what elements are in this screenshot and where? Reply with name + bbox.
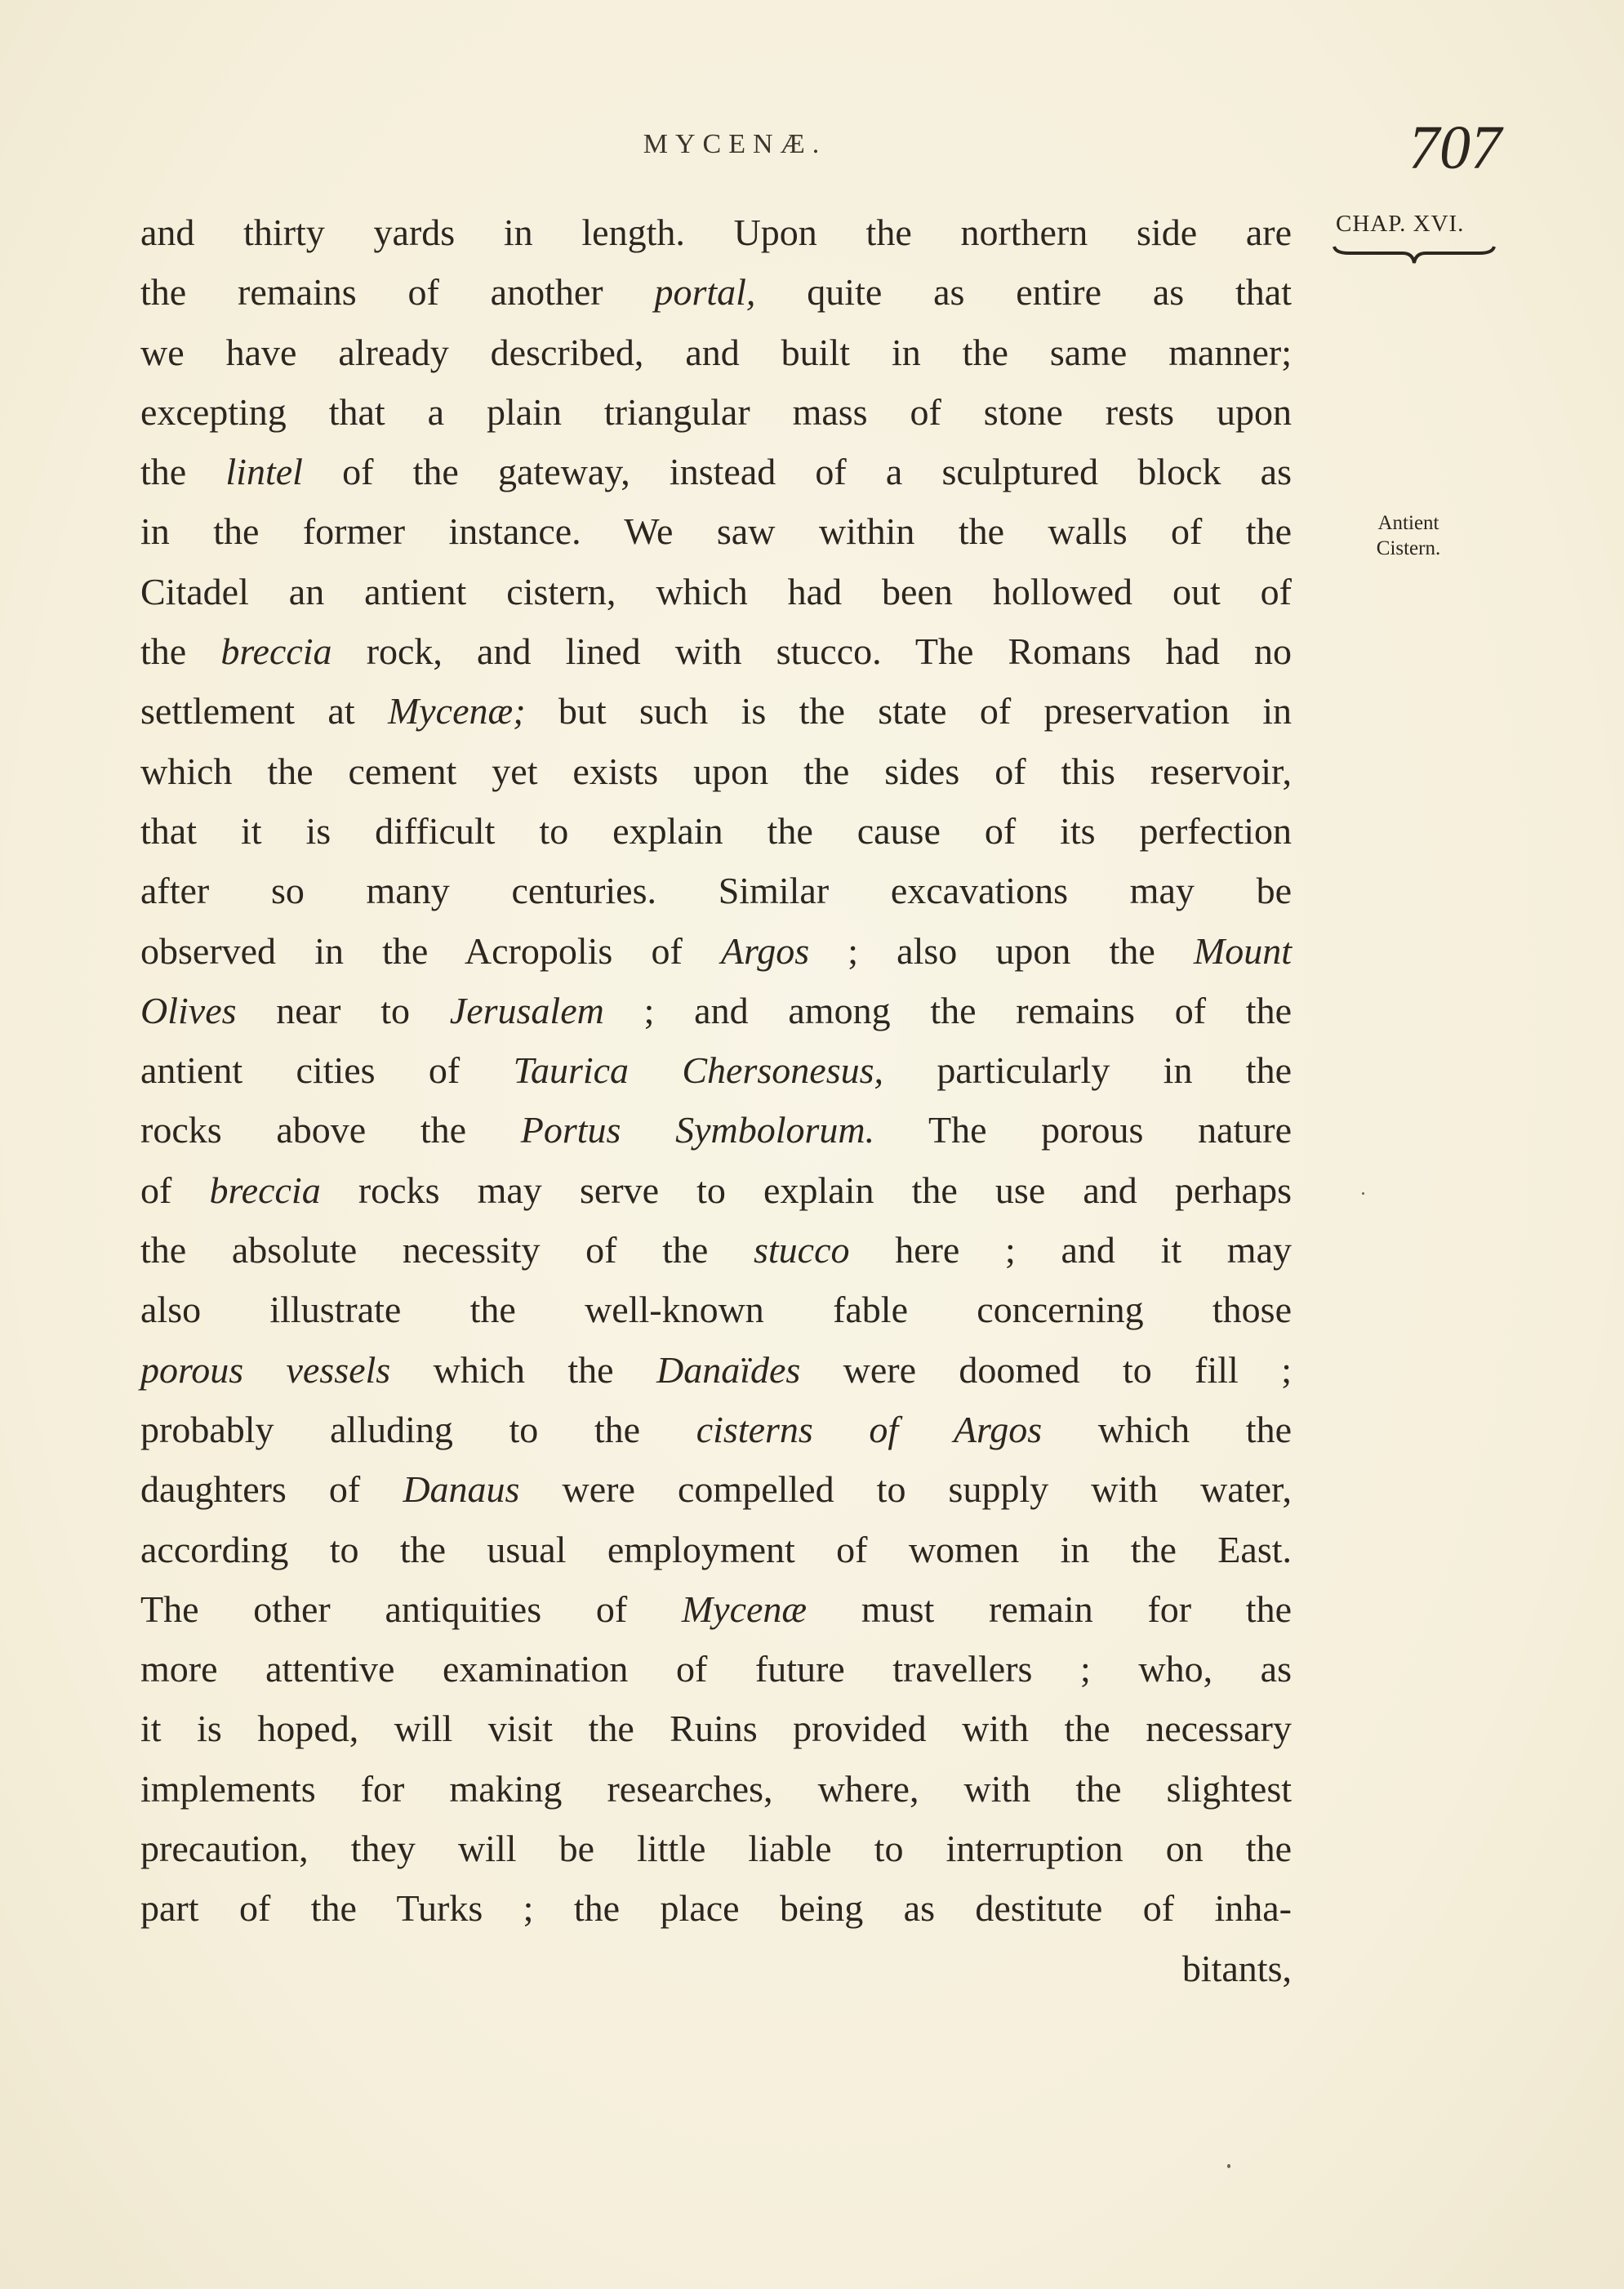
text-run: we have already described, and built in the same manner; [140,331,1292,373]
text-run: but such is the state of preservation in [525,690,1292,733]
text-run: it is hoped, will visit the Ruins provided with the necessary [140,1708,1292,1750]
text-run: part of the Turks ; the place being as destitute of inha- [140,1887,1292,1930]
text-line [140,861,1292,920]
text-line [140,501,1292,561]
text-line [140,442,1292,501]
text-line [140,562,1292,621]
text-line [140,1878,1292,1938]
text-run: after so many centuries. Similar excavations may be [140,870,1292,912]
text-line [140,262,1292,322]
text-run: bitants, [1181,1947,1292,1989]
text-run: antient cities of [140,1049,514,1092]
italic-text-run: Olives [140,989,237,1031]
italic-text-run: Jerusalem [449,989,604,1031]
text-line [140,1819,1292,1878]
text-line [140,741,1292,801]
italic-text-run: Mycenæ; [387,690,526,733]
text-run: the [140,630,221,673]
text-line [140,1280,1292,1339]
text-run: which the cement yet exists upon the sides of this reservoir, [140,750,1292,792]
text-run: The porous nature [874,1109,1292,1151]
brace-icon [1333,243,1496,271]
text-run: The other antiquities of [140,1588,682,1630]
text-run: settlement at [140,690,388,733]
text-line [140,1699,1292,1758]
text-run: that it is difficult to explain the cause of its perfection [140,809,1292,852]
text-line [140,203,1292,262]
italic-text-run: stucco [754,1229,850,1271]
text-run: which the [390,1348,656,1391]
text-run: observed in the Acropolis of [140,929,721,972]
text-line [140,1160,1292,1220]
italic-text-run: portal, [654,271,756,314]
text-run: implements for making researches, where, with the slightest [140,1767,1292,1810]
text-line [140,1040,1292,1100]
text-run: rocks above the [140,1109,521,1151]
topic-sidenote-line: Antient [1377,512,1439,534]
text-line [140,1520,1292,1579]
text-line [140,921,1292,981]
text-run: rocks may serve to explain the use and perhaps [320,1169,1292,1211]
text-run: which the [1042,1408,1292,1450]
page-number: 707 [1408,114,1502,182]
text-line [140,1579,1292,1639]
italic-text-run: Mycenæ [681,1588,808,1630]
text-run: in the former instance. We saw within the walls of the [140,510,1292,553]
running-head: MYCENÆ. [643,129,827,159]
text-run: excepting that a plain triangular mass of stone rests upon [140,390,1292,433]
italic-text-run: Danaus [403,1468,520,1511]
text-run: also illustrate the well-known fable concerning those [140,1289,1292,1331]
text-run: daughters of [140,1468,403,1511]
italic-text-run: Danaïdes [656,1348,801,1391]
text-run: quite as entire as that [755,271,1292,314]
topic-sidenote-line: Cistern. [1376,537,1441,559]
text-run: of the gateway, instead of a sculptured block as [302,451,1292,493]
text-line [140,1759,1292,1819]
text-run: particularly in the [883,1049,1292,1092]
text-run: ; and among the remains of the [603,989,1292,1031]
italic-text-run: lintel [225,451,303,493]
chapter-sidenote: CHAP. XVI. [1336,211,1465,237]
text-run: Citadel an antient cistern, which had been hollowed out of [140,570,1292,612]
body-text [140,203,1292,1998]
text-line [140,1100,1292,1160]
text-run: more attentive examination of future travellers ; who, as [140,1648,1292,1690]
text-line [140,1639,1292,1699]
text-line [140,1340,1292,1400]
text-line [140,382,1292,442]
text-run: according to the usual employment of women in the East. [140,1528,1292,1570]
italic-text-run: cisterns of Argos [696,1408,1043,1450]
italic-text-run: breccia [209,1169,321,1211]
text-run: the absolute necessity of the [140,1229,754,1271]
text-run: were compelled to supply with water, [519,1468,1292,1511]
italic-text-run: Mount [1193,929,1292,972]
text-run: rock, and lined with stucco. The Romans had no [331,630,1292,673]
italic-text-run: porous vessels [140,1348,391,1391]
text-line [140,1459,1292,1519]
text-line [140,1939,1292,1998]
italic-text-run: breccia [220,630,332,673]
text-line [140,981,1292,1040]
text-line [140,681,1292,741]
text-run: were doomed to fill ; [800,1348,1292,1391]
text-line [140,621,1292,681]
paper-speck [1362,1192,1364,1195]
text-run: of [140,1169,210,1211]
text-line [140,1220,1292,1280]
text-run: near to [236,989,450,1031]
text-line [140,801,1292,861]
text-run: here ; and it may [849,1229,1292,1271]
text-run: the remains of another [140,271,655,314]
text-line [140,323,1292,382]
text-run: must remain for the [807,1588,1292,1630]
italic-text-run: Argos [720,929,810,972]
italic-text-run: Taurica Chersonesus, [513,1049,883,1092]
topic-sidenote [1351,510,1466,561]
text-run: and thirty yards in length. Upon the northern side are [140,212,1292,253]
text-line [140,1400,1292,1459]
text-run: probably alluding to the [140,1408,696,1450]
text-run: ; also upon the [809,929,1194,972]
italic-text-run: Portus Symbolorum. [520,1109,875,1151]
paper-speck [1227,2164,1230,2168]
text-run: the [140,451,226,493]
text-run: precaution, they will be little liable to interruption on the [140,1828,1292,1870]
